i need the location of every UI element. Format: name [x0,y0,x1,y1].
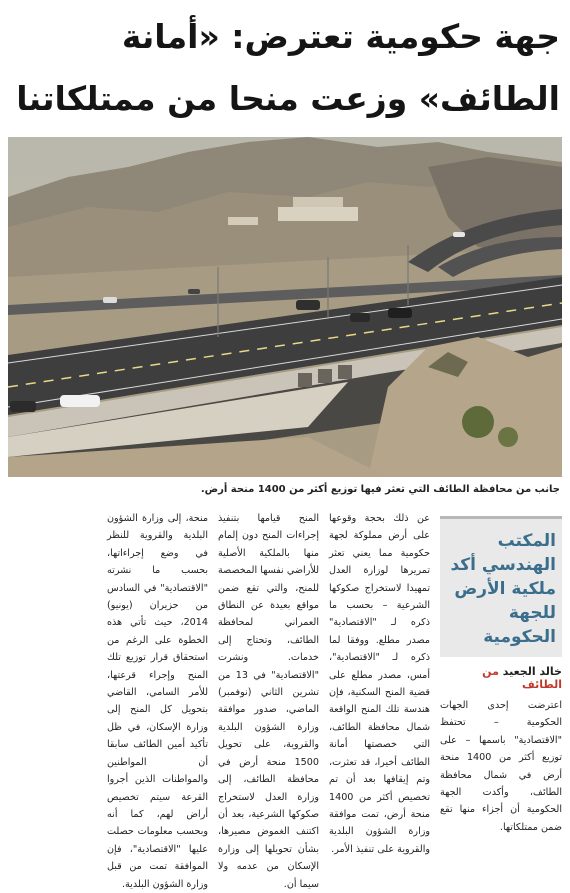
byline [440,665,562,691]
article-column-1 [329,510,430,855]
dateline-location: من الطائف [482,665,562,691]
article-body [8,510,562,890]
sidebar-box [440,510,562,833]
article-column-3 [107,510,208,890]
headline: جهة حكومية تعترض: «أمانة الطائف» وزعت منحا من ممتلكاتنا [16,17,560,118]
lead-paragraph: اعترضت إحدى الجهات الحكومية – تحتفظ "الاقتصادية" باسمها – على توزيع أكثر من 1400 منحة أرض في شمال محافظة الطائف، وأكدت الجهة الحكومية أن أجزاء منها تقع ضمن ممتلكاتها. [440,700,562,833]
column-text: عن ذلك بحجة وقوعها على أرض مملوكة لجهة حكومية مما يعني تعثر تمريرها لوزارة العدل تمهيدا لاستخراج صكوكها الشرعية – بحسب ما ذكره لـ "الاقتصادية" مصدر مطلع. ووفقا لما ذكره لـ "الاقتصادية"، أمس، مصدر مطلع على قضية المنح السكنية، فإن هندسة تلك المنح الواقعة شمال محافظة الطائف، التي خصصتها أمانة الطائف أخيرا، قد تعثرت، وتم إيقافها بعد أن تم تخصيص أكثر من 1400 منحة أرض، تمت موافقة وزارة الشؤون البلدية والقروية على تنفيذ الأمر. [329,513,430,855]
column-text: المنح قيامها بتنفيذ إجراءات المنح دون إلمام منها بالملكية الأصلية للأراضي نفسها المخصصة للمنح، والتي تقع ضمن مواقع بعيدة عن النطاق العمراني لمحافظة الطائف، وتحتاج إلى خدمات. ونشرت "الاقتصادية" في 13 من تشرين الثاني (نوفمبر) الماضي، صدور موافقة وزارة الشؤون البلدية والقروية، على تحويل 1500 منحة أرض في محافظة الطائف، إلى وزارة العدل لاستخراج صكوكها الشرعية، بعد أن اكتنف الغموض مصيرها، بشأن تحويلها إلى وزارة الإسكان من عدمه ولا سيما أن. [218,513,319,890]
subheadline: المكتب الهندسي أكد ملكية الأرض للجهة الحكومية [440,516,562,657]
column-text: منحة، إلى وزارة الشؤون البلدية والقروية للنظر في وضع إجراءاتها، بحسب ما نشرته "الاقتصادية" في السادس من حزيران (يونيو) 2014، حيث تأتي هذه الخطوة على الرغم من استحقاق قرار توزيع تلك المنح وإجراء قرعتها، للأمر السامي، القاضي بتحويل كل المنح إلى وزارة الإسكان، في ظل تأكيد أمين الطائف سابقا أن المواطنين والمواطنات الذين أجروا القرعة سيتم تخصيص أراض لهم، كما أنه وبحسب معلومات حصلت عليها "الاقتصادية"، فإن الموافقة تمت من قبل وزارة الشؤون البلدية. [107,513,208,890]
author-name: خالد الجعيد [502,665,562,678]
photo-caption: جانب من محافظة الطائف التي تعثر فيها توزيع أكثر من 1400 منحة أرض. [200,484,560,495]
article-column-2 [218,510,319,890]
article-photo [8,137,562,477]
